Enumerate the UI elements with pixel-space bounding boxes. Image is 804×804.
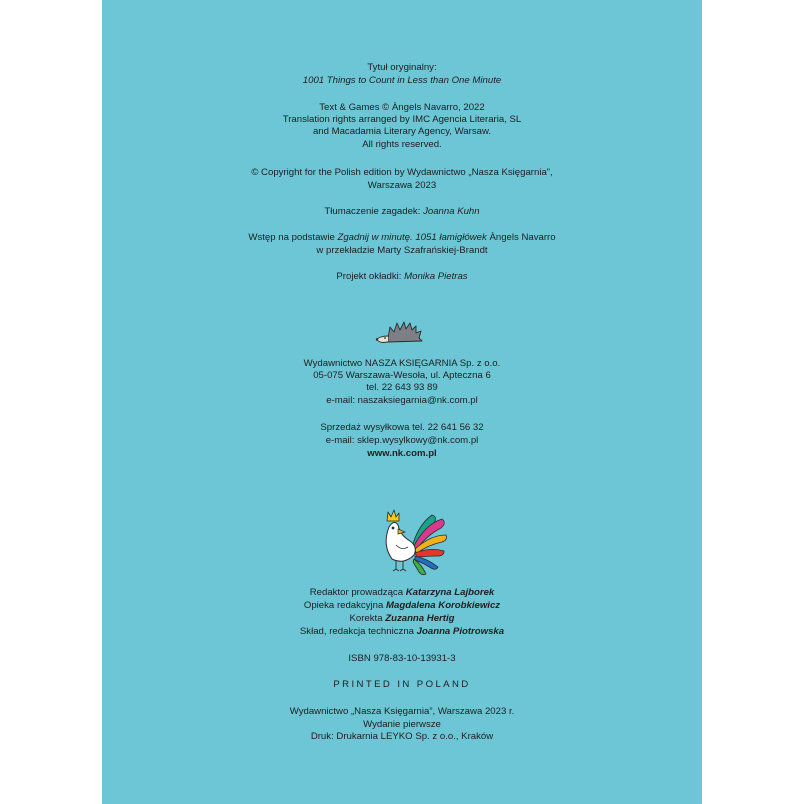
publisher-email: e-mail: naszaksiegarnia@nk.com.pl [326, 395, 478, 406]
intro-credit [102, 232, 702, 244]
credit-name: Joanna Piotrowska [416, 626, 505, 637]
cover-label: Projekt okładki: [336, 271, 402, 282]
intro-book-title: Zgadnij w minutę. 1051 łamigłówek [337, 232, 487, 243]
sales-email: e-mail: sklep.wysylkowy@nk.com.pl [325, 435, 479, 446]
intro-author: Àngels Navarro [489, 232, 556, 243]
rights-line-4: All rights reserved. [362, 139, 442, 150]
edition-publisher: Wydawnictwo „Nasza Księgarnia”, Warszawa 2023 r. [289, 706, 515, 717]
polish-copyright-line-1: © Copyright for the Polish edition by Wydawnictwo „Nasza Księgarnia”, [251, 167, 553, 178]
credit-name: Katarzyna Lajborek [405, 587, 495, 598]
intro-translator: w przekładzie Marty Szafrańskiej-Brandt [316, 245, 488, 256]
credit-proofreading [102, 613, 702, 625]
cover-credit [102, 271, 702, 283]
rights-line-3: and Macadamia Literary Agency, Warsaw. [312, 126, 492, 137]
publisher-line-1: Wydawnictwo NASZA KSIĘGARNIA Sp. z o.o. [303, 358, 501, 369]
credit-role: Skład, redakcja techniczna [299, 626, 414, 637]
intro-prefix: Wstęp na podstawie [248, 232, 335, 243]
original-title: 1001 Things to Count in Less than One Minute [302, 75, 502, 86]
credit-role: Opieka redakcyjna [303, 600, 384, 611]
credit-managing-editor [102, 587, 702, 599]
credit-role: Redaktor prowadząca [309, 587, 404, 598]
sales-phone: Sprzedaż wysyłkowa tel. 22 641 56 32 [320, 422, 484, 433]
rights-line-1: Text & Games © Àngels Navarro, 2022 [319, 102, 485, 113]
credit-name: Zuzanna Hertig [385, 613, 455, 624]
credit-role: Korekta [349, 613, 383, 624]
cover-designer-name: Monika Pietras [404, 271, 468, 282]
peacock-illustration [372, 505, 450, 577]
rights-line-2: Translation rights arranged by IMC Agencia Literaria, SL [282, 114, 522, 125]
publisher-address: 05-075 Warszawa-Wesoła, ul. Apteczna 6 [313, 370, 491, 381]
imprint-page [102, 0, 702, 804]
translator-name: Joanna Kuhn [423, 206, 480, 217]
isbn: ISBN 978-83-10-13931-3 [348, 653, 456, 664]
credit-editorial-care [102, 600, 702, 612]
publisher-phone: tel. 22 643 93 89 [366, 382, 438, 393]
credit-typesetting [102, 626, 702, 638]
website-link[interactable]: www.nk.com.pl [367, 448, 437, 459]
polish-copyright-line-2: Warszawa 2023 [367, 180, 437, 191]
translation-label: Tłumaczenie zagadek: [324, 206, 421, 217]
translation-credit [102, 206, 702, 218]
edition-number: Wydanie pierwsze [363, 719, 441, 730]
credit-name: Magdalena Korobkiewicz [386, 600, 501, 611]
hedgehog-illustration [374, 318, 426, 346]
printing-house: Druk: Drukarnia LEYKO Sp. z o.o., Kraków [310, 731, 494, 742]
printed-in-poland: PRINTED IN POLAND [333, 679, 471, 690]
original-title-label: Tytuł oryginalny: [367, 62, 437, 73]
